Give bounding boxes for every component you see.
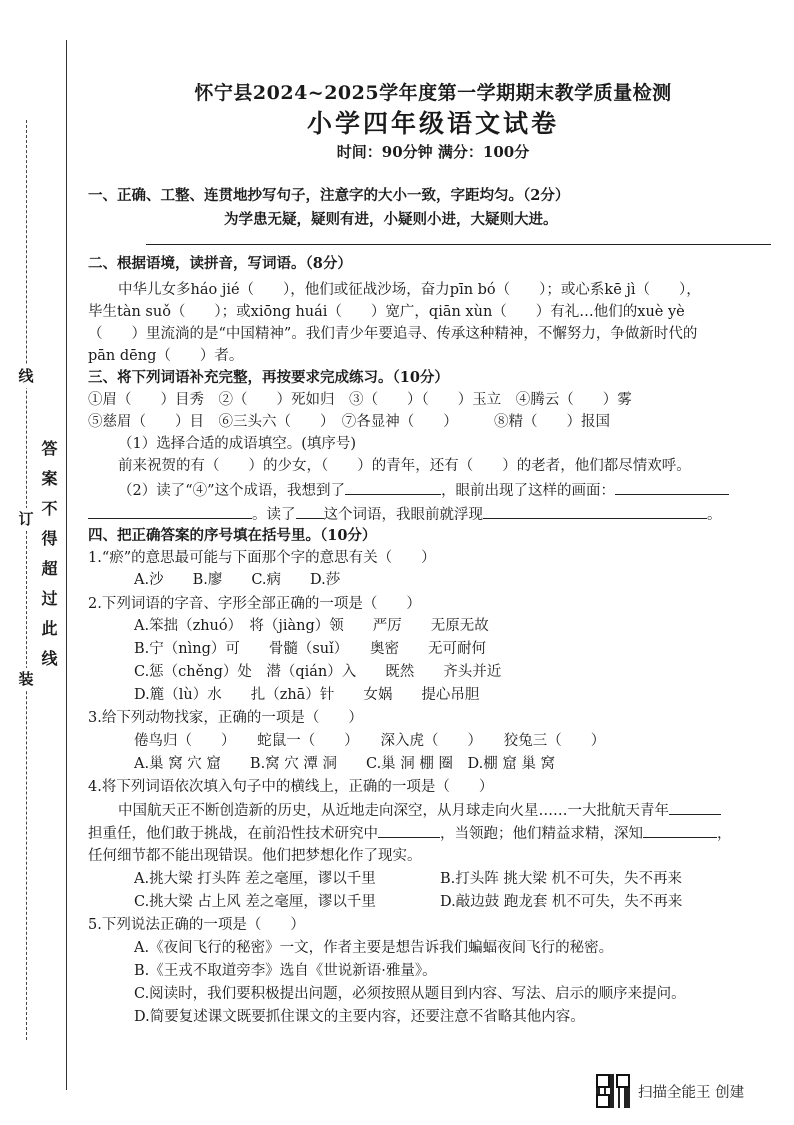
- q2-blank-3[interactable]: [88, 504, 252, 519]
- section2-line4: pān dēng（ ）者。: [88, 348, 244, 364]
- s4-q3: 3.给下列动物找家，正确的一项是（ ）: [88, 710, 363, 726]
- exam-county-title: 怀宁县2024~2025学年度第一学期期末教学质量检测: [194, 82, 672, 104]
- s4-q2: 2.下列词语的字音、字形全部正确的一项是（ ）: [88, 596, 421, 612]
- s4-q5: 5.下列说法正确的一项是（ ）: [88, 917, 305, 933]
- q2-text-a: （2）读了“④”这个成语，我想到了: [118, 483, 346, 499]
- s4-q4-passage-1: [118, 800, 721, 821]
- s4-q4-option-a: A.挑大梁 打头阵 差之毫厘，谬以千里: [134, 871, 376, 887]
- section3-q2-line: [118, 480, 729, 501]
- binding-word-zhuang: 装: [6, 668, 46, 691]
- s4-q3-options: A.巢 窝 穴 窟 B.窝 穴 潭 洞 C.巢 洞 棚 圈 D.棚 窟 巢 窝: [134, 756, 556, 772]
- s4-q4-option-b: B.打头阵 挑大梁 机不可失，失不再来: [440, 871, 682, 887]
- q4-blank-3[interactable]: [643, 823, 717, 838]
- section3-heading: 三、将下列词语补充完整，再按要求完成练习。（10分）: [88, 369, 449, 386]
- s4-q2-option-d: D.簏（lù）水 扎（zhā）针 女娲 提心吊胆: [134, 687, 480, 703]
- binding-word-ding: 订: [6, 508, 46, 531]
- s4-q2-option-c: C.惩（chěng）处 潜（qián）入 既然 齐头并近: [134, 664, 502, 680]
- s4-q1-options: A.沙 B.廖 C.病 D.莎: [134, 572, 341, 588]
- s4-q4-passage-2: [88, 823, 732, 844]
- q4-passage-text-2c: ，: [717, 826, 732, 842]
- q2-blank-5[interactable]: [483, 504, 707, 519]
- s4-q5-option-b: B.《王戎不取道旁李》选自《世说新语·雅量》。: [134, 963, 437, 979]
- q4-passage-text-2a: 担重任，他们敢于挑战，在前沿性技术研究中: [88, 826, 378, 842]
- q4-blank-2[interactable]: [378, 823, 440, 838]
- section1-heading: 一、正确、工整、连贯地抄写句子，注意字的大小一致，字距均匀。（2分）: [88, 187, 570, 204]
- q2-text-d: 这个词语，我眼前就浮现: [323, 507, 483, 523]
- exam-paper-title: 小学四年级语文试卷: [306, 109, 559, 138]
- copy-answer-line[interactable]: [146, 244, 771, 245]
- q2-text-b: ，眼前出现了这样的画面：: [441, 483, 616, 499]
- q4-passage-text-1: 中国航天正不断创造新的历史，从近地走向深空，从月球走向火星……一大批航天青年: [118, 803, 669, 819]
- margin-rule: [66, 40, 67, 1090]
- s4-q3-line: 倦鸟归（ ） 蛇鼠一（ ） 深入虎（ ） 狡兔三（ ）: [134, 733, 606, 749]
- section3-q1-line: 前来祝贺的有（ ）的少女，（ ）的青年，还有（ ）的老者，他们都尽情欢呼。: [118, 458, 691, 474]
- section2-line3: （ ）里流淌的是“中国精神”。我们青少年要追寻、传承这种精神，不懈努力，争做新时代的: [88, 326, 698, 342]
- section2-heading: 二、根据语境，读拼音，写词语。（8分）: [88, 255, 352, 272]
- s4-q1: 1.“瘀”的意思最可能与下面那个字的意思有关（ ）: [88, 550, 436, 566]
- binding-strip: [0, 0, 72, 1125]
- s4-q2-option-a: A.笨拙（zhuó） 将（jiàng）领 严厉 无原无故: [134, 618, 489, 634]
- idiom-row-1: ①眉（ ）目秀 ②（ ）死如归 ③（ ）（ ）玉立 ④腾云（ ）雾: [88, 392, 632, 408]
- q2-blank-1[interactable]: [345, 480, 441, 495]
- q4-passage-text-2b: ，当领跑；他们精益求精，深知: [440, 826, 643, 842]
- binding-warning-text: 答案不得超过此线: [39, 440, 58, 680]
- s4-q5-option-a: A.《夜间飞行的秘密》一文，作者主要是想告诉我们蝙蝠夜间飞行的秘密。: [134, 940, 614, 956]
- s4-q4-option-d: D.敲边鼓 跑龙套 机不可失，失不再来: [440, 894, 683, 910]
- scanner-watermark: [596, 1074, 744, 1108]
- s4-q5-option-d: D.简要复述课文既要抓住课文的主要内容，还要注意不省略其他内容。: [134, 1009, 585, 1025]
- q2-blank-4[interactable]: [296, 504, 324, 519]
- exam-time-info: 时间：90分钟 满分：100分: [336, 143, 530, 161]
- q2-text-e: 。: [707, 507, 722, 523]
- scanner-label: 扫描全能王 创建: [638, 1084, 745, 1101]
- qr-code-icon: [596, 1074, 630, 1108]
- s4-q2-option-b: B.宁（nìng）可 骨髓（suǐ） 奥密 无可耐何: [134, 641, 487, 657]
- idiom-row-2: ⑤慈眉（ ）目 ⑥三头六（ ） ⑦各显神（ ） ⑧精（ ）报国: [88, 414, 610, 430]
- section4-heading: 四、把正确答案的序号填在括号里。（10分）: [88, 527, 377, 544]
- q2-text-c: 。读了: [252, 507, 296, 523]
- s4-q4: 4.将下列词语依次填入句子中的横线上，正确的一项是（ ）: [88, 779, 494, 795]
- seal-dashed-line: [26, 120, 27, 1040]
- section3-q2-line2: [88, 504, 722, 525]
- section1-sentence: 为学患无疑，疑则有进，小疑则小进，大疑则大进。: [224, 211, 558, 228]
- section2-line1: 中华儿女多háo jié（ ），他们或征战沙场，奋力pīn bó（ ）；或心系kē jì（ ），: [118, 282, 701, 298]
- q4-blank-1[interactable]: [669, 800, 721, 815]
- s4-q4-option-c: C.挑大梁 占上风 差之毫厘，谬以千里: [134, 894, 376, 910]
- binding-word-xian: 线: [6, 365, 46, 388]
- section3-q1: （1）选择合适的成语填空。(填序号): [118, 436, 357, 452]
- q2-blank-2[interactable]: [615, 480, 729, 495]
- s4-q5-option-c: C.阅读时，我们要积极提出问题，必须按照从题目到内容、写法、启示的顺序来提问。: [134, 986, 686, 1002]
- section2-line2: 毕生tàn suǒ（ ）；或xiōng huái（ ）宽广，qiān xùn（ ）有礼…他们的xuè yè: [88, 304, 685, 320]
- s4-q4-passage-3: 任何细节都不能出现错误。他们把梦想化作了现实。: [88, 848, 422, 864]
